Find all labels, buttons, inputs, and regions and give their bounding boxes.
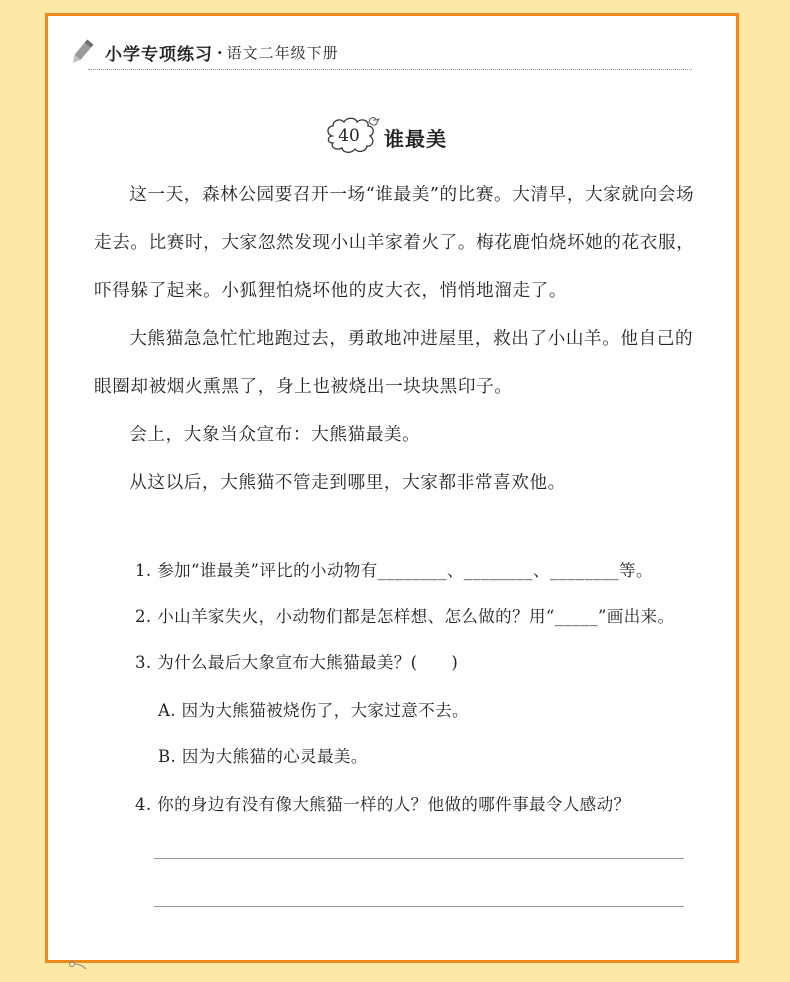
answer-line[interactable] — [154, 906, 684, 907]
answer-line[interactable] — [154, 858, 684, 859]
question-1: 1. 参加“谁最美”评比的小动物有________、________、________等。 — [135, 561, 653, 580]
story-paragraph-2: 大熊猫急急忙忙地跑过去，勇敢地冲进屋里，救出了小山羊。他自己的眼圈却被烟火熏黑了，身上也被烧出一块块黑印子。 — [94, 329, 694, 397]
header-subtitle: 语文二年级下册 — [226, 43, 339, 62]
question-3-option-a: A. 因为大熊猫被烧伤了，大家过意不去。 — [158, 701, 469, 720]
header-separator: · — [217, 42, 223, 62]
lesson-number-badge — [324, 114, 382, 160]
story-paragraph-3: 会上，大象当众宣布：大熊猫最美。 — [129, 425, 421, 445]
story-paragraph-1: 这一天，森林公园要召开一场“谁最美”的比赛。大清早，大家就向会场走去。比赛时，大家忽然发现小山羊家着火了。梅花鹿怕烧坏她的花衣服，吓得躲了起来。小狐狸怕烧坏他的皮大衣，悄悄地溜走了。 — [94, 185, 695, 301]
header-divider — [88, 69, 692, 70]
question-3-option-b: B. 因为大熊猫的心灵最美。 — [158, 747, 368, 766]
story-heading — [324, 114, 447, 160]
story-title: 谁最美 — [384, 126, 447, 151]
pencil-icon — [67, 37, 97, 67]
lesson-number: 40 — [338, 126, 360, 146]
page-header — [67, 37, 339, 67]
question-3: 3. 为什么最后大象宣布大熊猫最美？( ) — [135, 653, 459, 672]
worksheet-page — [45, 13, 739, 963]
question-2: 2. 小山羊家失火，小动物们都是怎样想、怎么做的？用“_____”画出来。 — [135, 607, 675, 626]
header-title: 小学专项练习 — [105, 44, 213, 65]
story-paragraph-4: 从这以后，大熊猫不管走到哪里，大家都非常喜欢他。 — [129, 473, 566, 493]
question-4: 4. 你的身边有没有像大熊猫一样的人？他做的哪件事最令人感动？ — [135, 795, 631, 814]
corner-ornament-icon — [68, 960, 90, 970]
